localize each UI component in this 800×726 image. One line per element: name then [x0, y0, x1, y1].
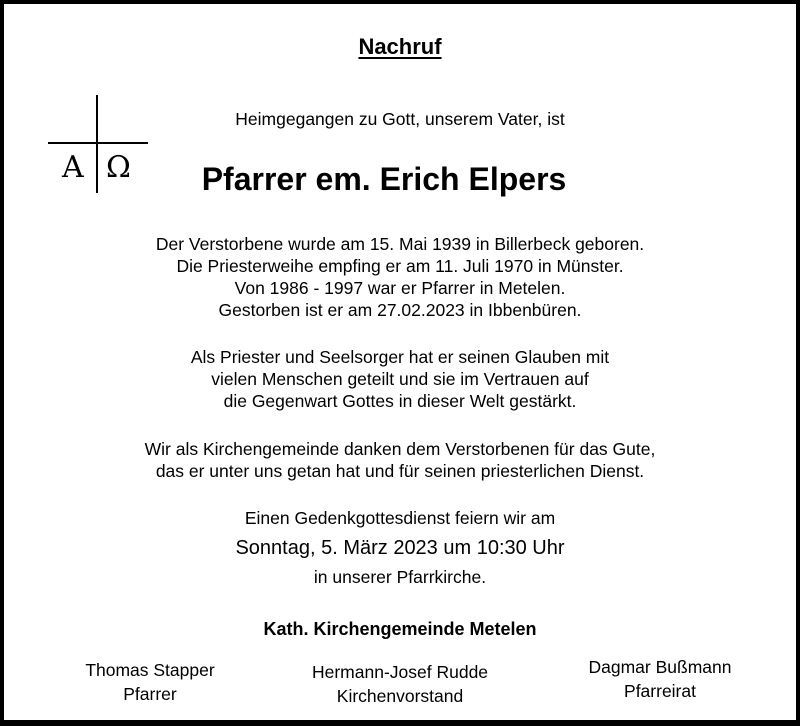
text-line: Wir als Kirchengemeinde danken dem Verstorbenen für das Gute,: [144, 439, 656, 459]
tribute-paragraph: [4, 346, 796, 412]
text-line: Der Verstorbene wurde am 15. Mai 1939 in Billerbeck geboren.: [155, 234, 645, 254]
biography-paragraph: [4, 233, 796, 321]
service-location: in unserer Pfarrkirche.: [313, 567, 487, 587]
intro-text: Heimgegangen zu Gott, unserem Vater, ist: [235, 109, 565, 129]
signatory: [540, 655, 780, 703]
heading-text: Nachruf: [358, 34, 442, 59]
heading: [4, 34, 796, 60]
parish-name: Kath. Kirchengemeinde Metelen: [263, 619, 537, 639]
omega-symbol: Ω: [106, 150, 131, 185]
service-date: Sonntag, 5. März 2023 um 10:30 Uhr: [235, 537, 565, 559]
signatory-role: Kirchenvorstand: [336, 686, 464, 706]
signatory: [280, 660, 520, 708]
cross-horizontal-line: [48, 142, 148, 144]
text-line: die Gegenwart Gottes in dieser Welt gestärkt.: [223, 391, 577, 411]
text-line: Von 1986 - 1997 war er Pfarrer in Metelen.: [234, 278, 566, 298]
signatory-role: Pfarreirat: [624, 681, 696, 701]
signatory-name: Hermann-Josef Rudde: [311, 662, 489, 682]
signatory-name: Dagmar Bußmann: [588, 657, 732, 677]
text-line: Als Priester und Seelsorger hat er seinen Glauben mit: [190, 347, 610, 367]
text-line: Die Priesterweihe empfing er am 11. Juli 1970 in Münster.: [176, 256, 624, 276]
signatory-role: Pfarrer: [123, 684, 177, 704]
service-intro: Einen Gedenkgottesdienst feiern wir am: [244, 508, 556, 528]
deceased-name: Pfarrer em. Erich Elpers: [201, 161, 567, 197]
text-line: vielen Menschen geteilt und sie im Vertrauen auf: [211, 369, 589, 389]
signatory-name: Thomas Stapper: [85, 660, 215, 680]
thanks-paragraph: [4, 438, 796, 482]
signatory: [30, 658, 270, 706]
alpha-symbol: A: [62, 150, 84, 185]
text-line: Gestorben ist er am 27.02.2023 in Ibbenbüren.: [218, 300, 582, 320]
text-line: das er unter uns getan hat und für seinen priesterlichen Dienst.: [155, 461, 645, 481]
